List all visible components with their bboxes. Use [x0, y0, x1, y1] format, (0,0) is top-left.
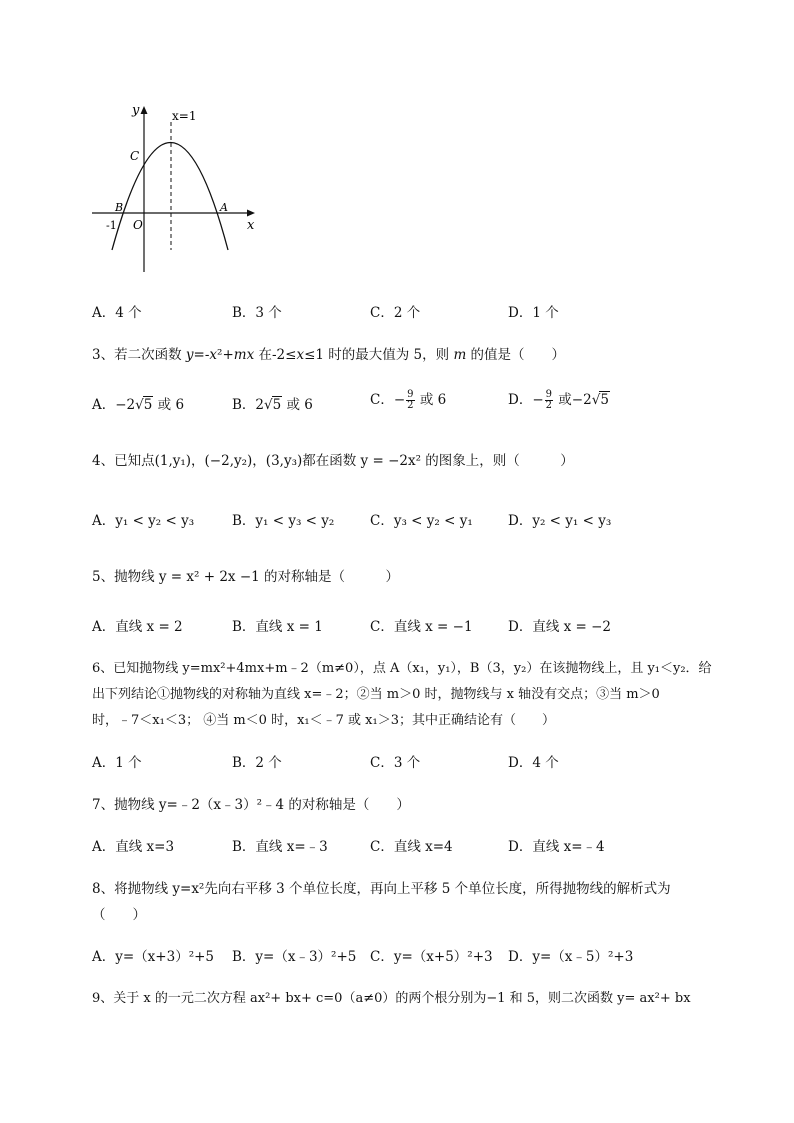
- q8-option-a[interactable]: A．y=（x+3）²+5: [92, 949, 215, 965]
- q4-option-a[interactable]: A．y₁ < y₂ < y₃: [92, 513, 195, 529]
- q6-line-2: 出下列结论①抛物线的对称轴为直线 x=﹣2；②当 m＞0 时，抛物线与 x 轴没有交点；③当 m＞0: [92, 687, 660, 702]
- q7-option-b[interactable]: B．直线 x=﹣3: [232, 839, 328, 855]
- q7-option-a[interactable]: A．直线 x=3: [92, 839, 175, 855]
- q4-option-d[interactable]: D．y₂ < y₁ < y₃: [508, 513, 612, 529]
- q8-line-1: 8、将抛物线 y=x²先向右平移 3 个单位长度，再向上平移 5 个单位长度，所得抛物线的解析式为: [92, 881, 671, 897]
- q5-stem: 5、抛物线 y = x² + 2x −1 的对称轴是（ ）: [92, 569, 400, 585]
- q2-option-a[interactable]: A．4 个: [92, 305, 142, 321]
- q2-option-c[interactable]: C．2 个: [370, 305, 421, 321]
- y-label: y: [132, 103, 140, 118]
- parabola-graph: [86, 100, 266, 280]
- point-a-label: A: [220, 201, 228, 214]
- q7-stem: 7、抛物线 y=﹣2（x﹣3）²﹣4 的对称轴是（ ）: [92, 797, 410, 813]
- q6-option-b[interactable]: B．2 个: [232, 755, 282, 771]
- q6-option-a[interactable]: A．1 个: [92, 755, 142, 771]
- q3-option-d[interactable]: D．− $\frac{9}{2}$ 或−2√5: [508, 389, 609, 411]
- q6-line-1: 6、已知抛物线 y=mx²+4mx+m﹣2（m≠0），点 A（x₁，y₁），B（3，y₂）在该抛物线上，且 y₁＜y₂．给: [92, 661, 712, 676]
- q6-option-c[interactable]: C．3 个: [370, 755, 421, 771]
- q5-option-b[interactable]: B．直线 x = 1: [232, 619, 323, 635]
- q8-option-c[interactable]: C．y=（x+5）²+3: [370, 949, 493, 965]
- q8-line-2: （ ）: [92, 907, 146, 923]
- q4-stem: 4、已知点(1,y₁)，(−2,y₂)，(3,y₃)都在函数 y = −2x² 的图象上，则（ ）: [92, 453, 574, 469]
- q6-option-d[interactable]: D．4 个: [508, 755, 559, 771]
- q5-option-a[interactable]: A．直线 x = 2: [92, 619, 183, 635]
- q8-option-d[interactable]: D．y=（x﹣5）²+3: [508, 949, 634, 965]
- origin-label: O: [133, 218, 143, 232]
- q2-option-d[interactable]: D．1 个: [508, 305, 559, 321]
- q7-option-d[interactable]: D．直线 x=﹣4: [508, 839, 605, 855]
- q5-option-c[interactable]: C．直线 x = −1: [370, 619, 473, 635]
- q7-option-c[interactable]: C．直线 x=4: [370, 839, 453, 855]
- q2-option-b[interactable]: B．3 个: [232, 305, 282, 321]
- q9-line-1: 9、关于 x 的一元二次方程 ax²+ bx+ c=0（a≠0）的两个根分别为−1 和 5，则二次函数 y= ax²+ bx: [92, 991, 691, 1006]
- x-axis-arrow: [247, 210, 255, 217]
- q8-option-b[interactable]: B．y=（x﹣3）²+5: [232, 949, 357, 965]
- q4-option-c[interactable]: C．y₃ < y₂ < y₁: [370, 513, 473, 529]
- q3-stem: 3、若二次函数 y=-x²+mx 在-2≤x≤1 时的最大值为 5，则 m 的值是（ ）: [92, 347, 566, 363]
- axis-label: x=1: [172, 109, 197, 123]
- q5-option-d[interactable]: D．直线 x = −2: [508, 619, 612, 635]
- point-c-label: C: [130, 149, 140, 163]
- q3-option-c[interactable]: C．− $\frac{9}{2}$ 或 6: [370, 389, 447, 411]
- minus-one-label: -1: [106, 219, 117, 232]
- q4-option-b[interactable]: B．y₁ < y₃ < y₂: [232, 513, 335, 529]
- q3-option-a[interactable]: A．−2√5 或 6: [92, 397, 185, 413]
- x-label: x: [247, 218, 255, 233]
- point-b-label: B: [115, 201, 124, 214]
- y-axis-arrow: [141, 106, 148, 114]
- q3-option-b[interactable]: B．2√5 或 6: [232, 397, 313, 413]
- q6-line-3: 时，﹣7＜x₁＜3； ④当 m＜0 时，x₁＜﹣7 或 x₁＞3；其中正确结论有（ ）: [92, 713, 555, 728]
